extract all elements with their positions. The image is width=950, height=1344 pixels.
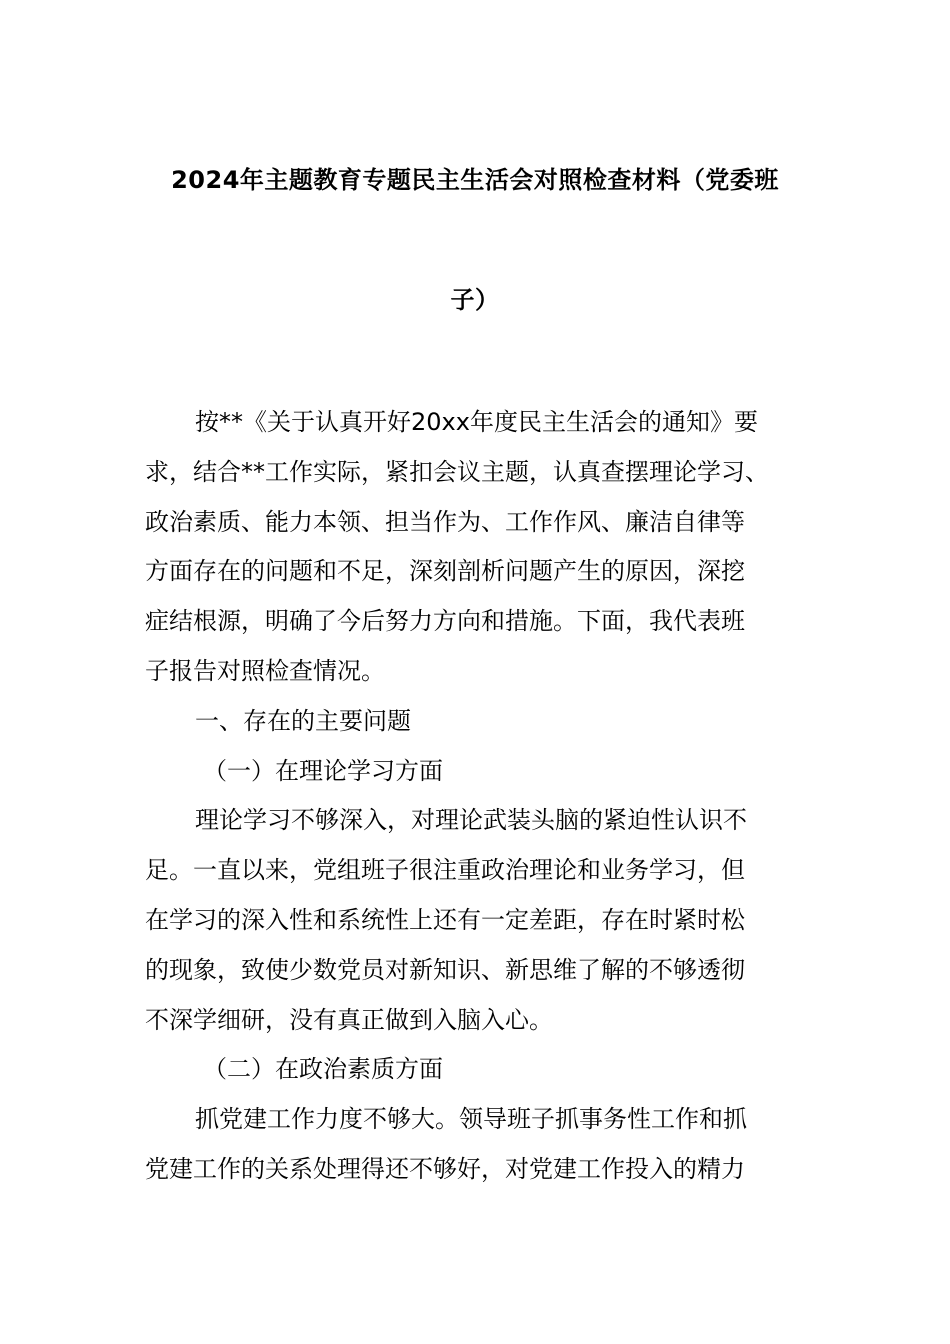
document-title-line-1: 2024年主题教育专题民主生活会对照检查材料（党委班	[171, 166, 779, 194]
body-line: 求，结合**工作实际，紧扣会议主题，认真查摆理论学习、	[145, 457, 769, 486]
subsection-heading: （一）在理论学习方面	[203, 756, 443, 785]
body-line: 症结根源，明确了今后努力方向和措施。下面，我代表班	[145, 607, 745, 636]
subsection-heading: （二）在政治素质方面	[203, 1055, 443, 1084]
body-line: 在学习的深入性和系统性上还有一定差距，存在时紧时松	[145, 905, 745, 934]
body-line: 足。一直以来，党组班子很注重政治理论和业务学习，但	[145, 856, 745, 885]
body-line: 方面存在的问题和不足，深刻剖析问题产生的原因，深挖	[145, 557, 745, 586]
document-title-line-2: 子）	[450, 286, 500, 314]
section-heading: 一、存在的主要问题	[195, 706, 411, 735]
body-line: 不深学细研，没有真正做到入脑入心。	[145, 1005, 553, 1034]
body-line: 党建工作的关系处理得还不够好，对党建工作投入的精力	[145, 1154, 745, 1183]
body-line: 抓党建工作力度不够大。领导班子抓事务性工作和抓	[195, 1105, 747, 1134]
body-line: 理论学习不够深入，对理论武装头脑的紧迫性认识不	[195, 806, 747, 835]
body-line: 子报告对照检查情况。	[145, 656, 385, 685]
body-line: 按**《关于认真开好20xx年度民主生活会的通知》要	[195, 408, 758, 436]
body-line: 政治素质、能力本领、担当作为、工作作风、廉洁自律等	[145, 507, 745, 536]
body-line: 的现象，致使少数党员对新知识、新思维了解的不够透彻	[145, 955, 745, 984]
document-body	[145, 398, 825, 1195]
